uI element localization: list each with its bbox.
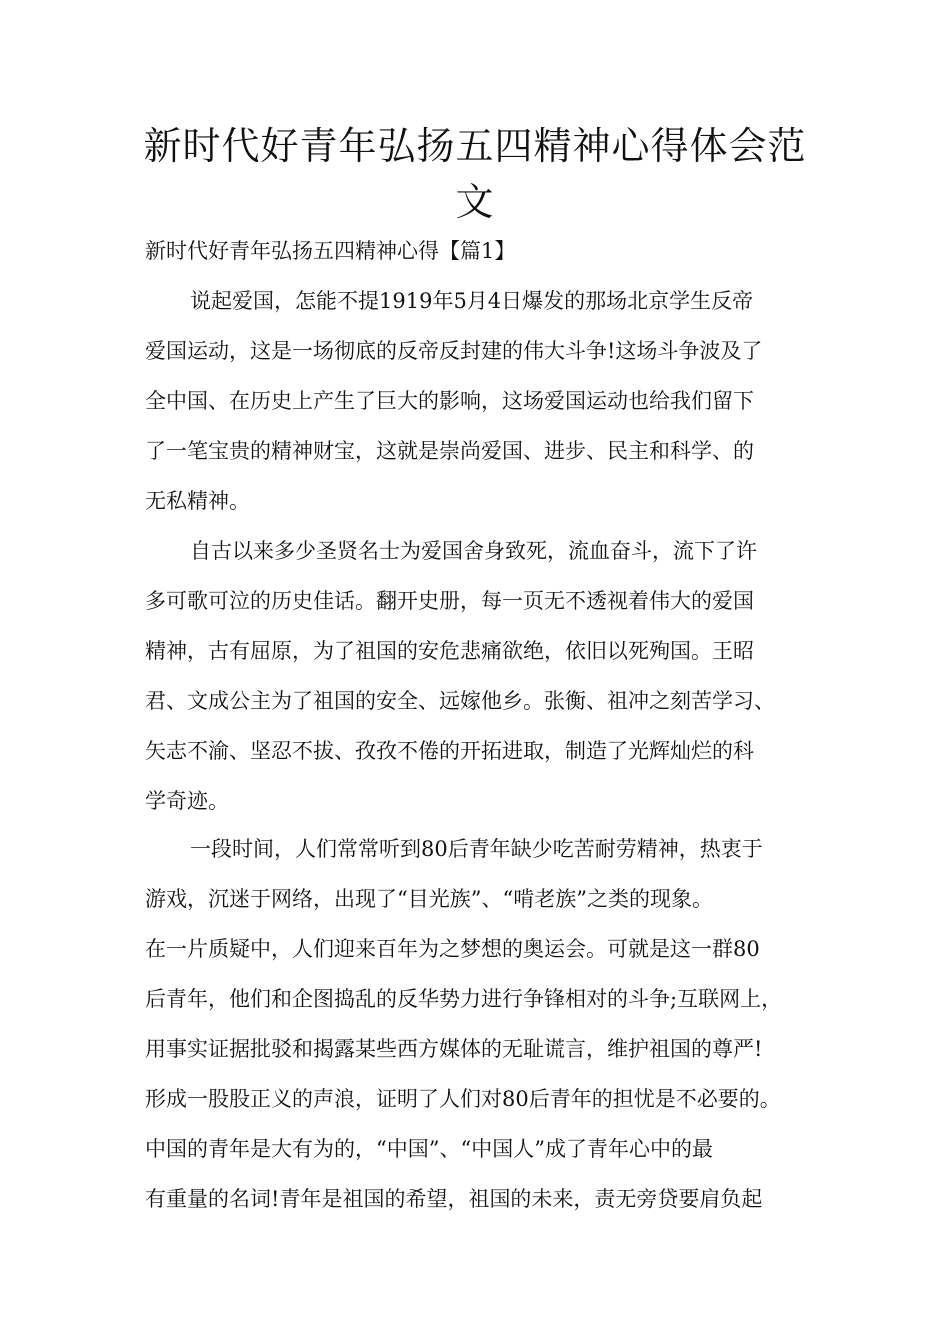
text-line: 无私精神。 — [145, 489, 250, 513]
text-line: 形成一股股正义的声浪，证明了人们对80后青年的担忧是不必要的。 — [145, 1087, 781, 1111]
title-line-1: 新时代好青年弘扬五四精神心得体会范 — [143, 124, 807, 168]
text-line: 一段时间，人们常常听到80后青年缺少吃苦耐劳精神，热衷于 — [190, 837, 763, 861]
text-line: 君、文成公主为了祖国的安全、远嫁他乡。张衡、祖冲之刻苦学习、 — [145, 689, 775, 713]
text-line: 精神，古有屈原，为了祖国的安危悲痛欲绝，依旧以死殉国。王昭 — [145, 639, 754, 663]
text-line: 全中国、在历史上产生了巨大的影响，这场爱国运动也给我们留下 — [145, 389, 754, 413]
text-line: 矢志不渝、坚忍不拔、孜孜不倦的开拓进取，制造了光辉灿烂的科 — [145, 739, 754, 763]
text-line: 游戏，沉迷于网络，出现了“目光族”、“啃老族”之类的现象。 — [145, 887, 713, 911]
section-heading: 新时代好青年弘扬五四精神心得【篇1】 — [145, 239, 516, 263]
text-line: 了一笔宝贵的精神财宝，这就是崇尚爱国、进步、民主和科学、的 — [145, 439, 754, 463]
text-line: 说起爱国，怎能不提1919年5月4日爆发的那场北京学生反帝 — [190, 289, 754, 313]
text-line: 自古以来多少圣贤名士为爱国舍身致死，流血奋斗，流下了许 — [190, 539, 757, 563]
text-line: 在一片质疑中，人们迎来百年为之梦想的奥运会。可就是这一群80 — [145, 937, 760, 961]
text-line: 中国的青年是大有为的，“中国”、“中国人”成了青年心中的最 — [145, 1137, 713, 1161]
text-line: 后青年，他们和企图捣乱的反华势力进行争锋相对的斗争;互联网上， — [145, 987, 783, 1011]
text-line: 用事实证据批驳和揭露某些西方媒体的无耻谎言，维护祖国的尊严! — [145, 1037, 763, 1061]
title-line-2: 文 — [455, 180, 495, 224]
text-line: 多可歌可泣的历史佳话。翻开史册，每一页无不透视着伟大的爱国 — [145, 589, 754, 613]
document-title — [100, 118, 850, 230]
text-line: 爱国运动，这是一场彻底的反帝反封建的伟大斗争!这场斗争波及了 — [145, 339, 763, 363]
text-line: 学奇迹。 — [145, 789, 229, 813]
text-line: 有重量的名词!青年是祖国的希望，祖国的未来，责无旁贷要肩负起 — [145, 1187, 763, 1211]
